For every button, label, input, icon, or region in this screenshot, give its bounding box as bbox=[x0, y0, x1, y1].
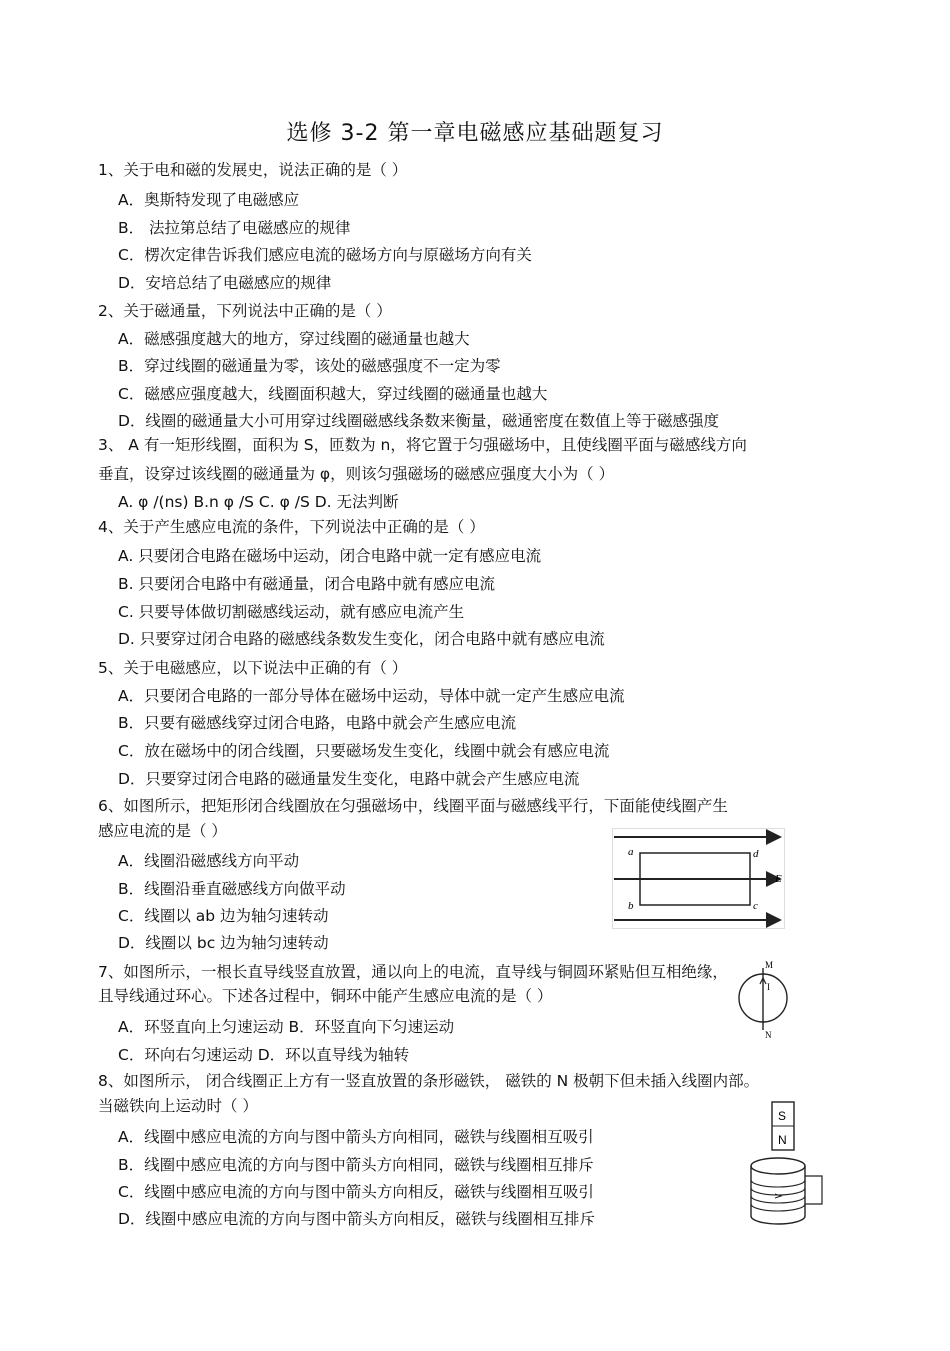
question-1-option-d: D．安培总结了电磁感应的规律 bbox=[118, 274, 332, 292]
question-3-options: A. φ /(ns) B.n φ /S C. φ /S D. 无法判断 bbox=[118, 493, 399, 511]
field-label-e: E bbox=[775, 873, 782, 885]
question-6-stem-line-2: 感应电流的是（ ） bbox=[98, 822, 227, 840]
question-7-options-ab: A．环竖直向上匀速运动 B．环竖直向下匀速运动 bbox=[118, 1018, 455, 1036]
question-6-option-d: D．线圈以 bc 边为轴匀速转动 bbox=[118, 934, 329, 952]
question-2-option-b: B．穿过线圈的磁通量为零，该处的磁感强度不一定为零 bbox=[118, 357, 501, 375]
question-7-stem-line-2: 且导线通过环心。下述各过程中，铜环中能产生感应电流的是（ ） bbox=[98, 987, 553, 1005]
question-2-option-d: D．线圈的磁通量大小可用穿过线圈磁感线条数来衡量，磁通密度在数值上等于磁感强度 bbox=[118, 412, 719, 430]
corner-label-a: a bbox=[628, 846, 634, 858]
page-title: 选修 3-2 第一章电磁感应基础题复习 bbox=[286, 121, 664, 146]
corner-label-c: c bbox=[753, 900, 758, 912]
magnet-and-coil-figure bbox=[744, 1100, 828, 1228]
wire-end-label-n: N bbox=[765, 1030, 772, 1040]
wire-and-ring-figure bbox=[733, 958, 793, 1042]
question-4-stem: 4、关于产生感应电流的条件，下列说法中正确的是（ ） bbox=[98, 518, 485, 536]
question-5-option-d: D．只要穿过闭合电路的磁通量发生变化，电路中就会产生感应电流 bbox=[118, 770, 580, 788]
question-8-option-a: A．线圈中感应电流的方向与图中箭头方向相同，磁铁与线圈相互吸引 bbox=[118, 1128, 594, 1146]
question-1-option-b: B． 法拉第总结了电磁感应的规律 bbox=[118, 219, 351, 237]
question-8-option-d: D．线圈中感应电流的方向与图中箭头方向相反，磁铁与线圈相互排斥 bbox=[118, 1210, 595, 1228]
question-5-option-c: C．放在磁场中的闭合线圈，只要磁场发生变化，线圈中就会有感应电流 bbox=[118, 742, 610, 760]
question-4-option-a: A. 只要闭合电路在磁场中运动，闭合电路中就一定有感应电流 bbox=[118, 547, 542, 565]
question-4-option-c: C. 只要导体做切割磁感线运动，就有感应电流产生 bbox=[118, 603, 465, 621]
question-2-option-c: C．磁感应强度越大，线圈面积越大，穿过线圈的磁通量也越大 bbox=[118, 385, 548, 403]
question-7-stem-line-1: 7、如图所示，一根长直导线竖直放置，通以向上的电流，直导线与铜圆环紧贴但互相绝缘， bbox=[98, 963, 728, 981]
question-6-option-b: B．线圈沿垂直磁感线方向做平动 bbox=[118, 880, 346, 898]
magnet-pole-s: S bbox=[778, 1109, 787, 1123]
question-8-stem-line-1: 8、如图所示， 闭合线圈正上方有一竖直放置的条形磁铁， 磁铁的 N 极朝下但未插入线圈内部。 bbox=[98, 1072, 760, 1090]
coil-turn bbox=[751, 1180, 805, 1187]
question-5-stem: 5、关于电磁感应，以下说法中正确的有（ ） bbox=[98, 659, 408, 677]
corner-label-b: b bbox=[628, 900, 634, 912]
question-8-option-b: B．线圈中感应电流的方向与图中箭头方向相同，磁铁与线圈相互排斥 bbox=[118, 1156, 594, 1174]
current-label-i: I bbox=[767, 982, 770, 992]
question-3-stem-line-2: 垂直，设穿过该线圈的磁通量为 φ，则该匀强磁场的磁感应强度大小为（ ） bbox=[98, 465, 615, 483]
question-1-option-a: A．奥斯特发现了电磁感应 bbox=[118, 191, 300, 209]
question-1-option-c: C．楞次定律告诉我们感应电流的磁场方向与原磁场方向有关 bbox=[118, 246, 532, 264]
question-7-options-cd: C．环向右匀速运动 D．环以直导线为轴转 bbox=[118, 1046, 410, 1064]
wire-end-label-m: M bbox=[765, 960, 774, 970]
coil-turn bbox=[751, 1188, 805, 1195]
question-4-option-d: D. 只要穿过闭合电路的磁感线条数发生变化，闭合电路中就有感应电流 bbox=[118, 630, 605, 648]
question-5-option-b: B．只要有磁感线穿过闭合电路，电路中就会产生感应电流 bbox=[118, 714, 517, 732]
question-8-stem-line-2: 当磁铁向上运动时（ ） bbox=[98, 1097, 258, 1115]
question-1-stem: 1、关于电和磁的发展史，说法正确的是（ ） bbox=[98, 161, 408, 179]
question-6-stem-line-1: 6、如图所示，把矩形闭合线圈放在匀强磁场中，线圈平面与磁感线平行，下面能使线圈产生 bbox=[98, 797, 728, 815]
question-2-stem: 2、关于磁通量，下列说法中正确的是（ ） bbox=[98, 302, 392, 320]
coil-turn bbox=[751, 1204, 805, 1211]
coil-bottom bbox=[751, 1216, 805, 1224]
question-3-stem-line-1: 3、 A 有一矩形线圈，面积为 S，匝数为 n，将它置于匀强磁场中，且使线圈平面与磁感线方向 bbox=[98, 436, 747, 454]
coil-in-field-figure bbox=[612, 828, 787, 930]
question-5-option-a: A．只要闭合电路的一部分导体在磁场中运动，导体中就一定产生感应电流 bbox=[118, 687, 625, 705]
corner-label-d: d bbox=[753, 848, 759, 860]
question-8-option-c: C．线圈中感应电流的方向与图中箭头方向相反，磁铁与线圈相互吸引 bbox=[118, 1183, 594, 1201]
question-4-option-b: B. 只要闭合电路中有磁通量，闭合电路中就有感应电流 bbox=[118, 575, 495, 593]
question-2-option-a: A．磁感强度越大的地方，穿过线圈的磁通量也越大 bbox=[118, 330, 470, 348]
coil-top bbox=[751, 1158, 805, 1174]
magnet-pole-n: N bbox=[778, 1133, 787, 1147]
question-6-option-c: C．线圈以 ab 边为轴匀速转动 bbox=[118, 907, 329, 925]
question-6-option-a: A．线圈沿磁感线方向平动 bbox=[118, 852, 300, 870]
coil-lead-wire bbox=[805, 1176, 822, 1204]
